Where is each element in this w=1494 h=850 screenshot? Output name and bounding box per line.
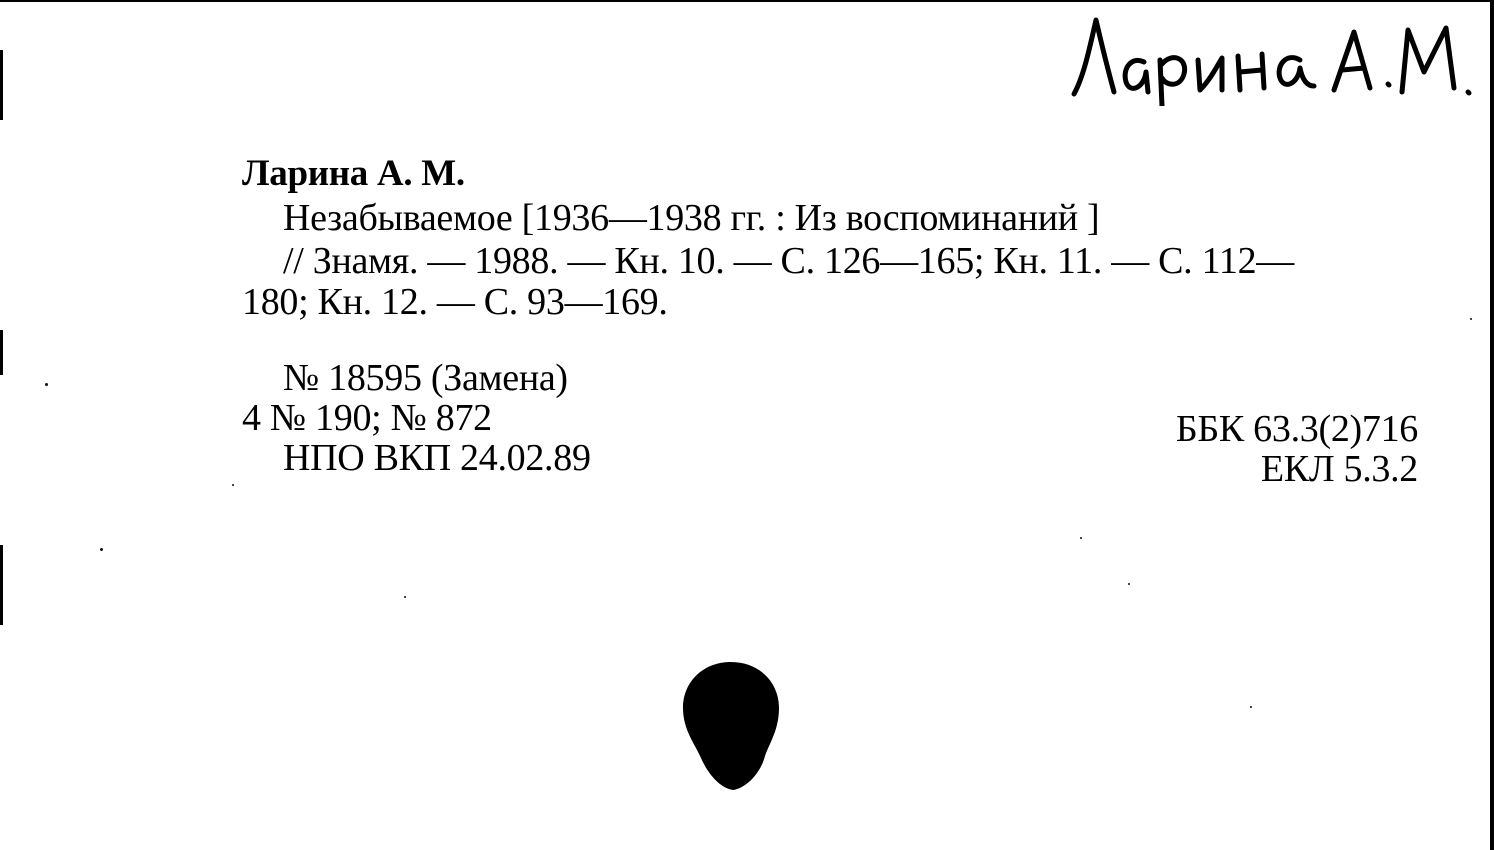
scan-speck (232, 484, 234, 486)
record-number: № 18595 (Замена) (283, 357, 568, 399)
left-border-mark (0, 50, 3, 120)
scan-speck (100, 548, 103, 551)
author-heading: Ларина А. М. (242, 153, 465, 194)
organization-date: НПО ВКП 24.02.89 (283, 437, 591, 479)
copy-numbers: 4 № 190; № 872 (242, 397, 492, 439)
handwritten-heading (1062, 6, 1482, 106)
source-line: // Знамя. — 1988. — Кн. 10. — С. 126—165; Кн. 11. — С. 112— (283, 240, 1294, 282)
left-border-mark (0, 545, 3, 625)
bbk-code: ББК 63.3(2)716 (1175, 408, 1418, 450)
scan-speck (45, 383, 48, 386)
scan-speck (1250, 706, 1252, 708)
scan-speck (1128, 583, 1130, 585)
right-border (1490, 0, 1494, 850)
top-border (0, 0, 1494, 2)
punch-hole (681, 660, 781, 792)
source-line-continued: 180; Кн. 12. — С. 93—169. (242, 281, 668, 323)
scan-speck (1080, 537, 1082, 539)
scan-speck (1470, 318, 1472, 320)
ekl-code: ЕКЛ 5.3.2 (1260, 448, 1418, 490)
scan-speck (404, 596, 406, 598)
left-border-mark (0, 330, 3, 375)
title-line: Незабываемое [1936—1938 гг. : Из воспоминаний ] (283, 197, 1100, 239)
